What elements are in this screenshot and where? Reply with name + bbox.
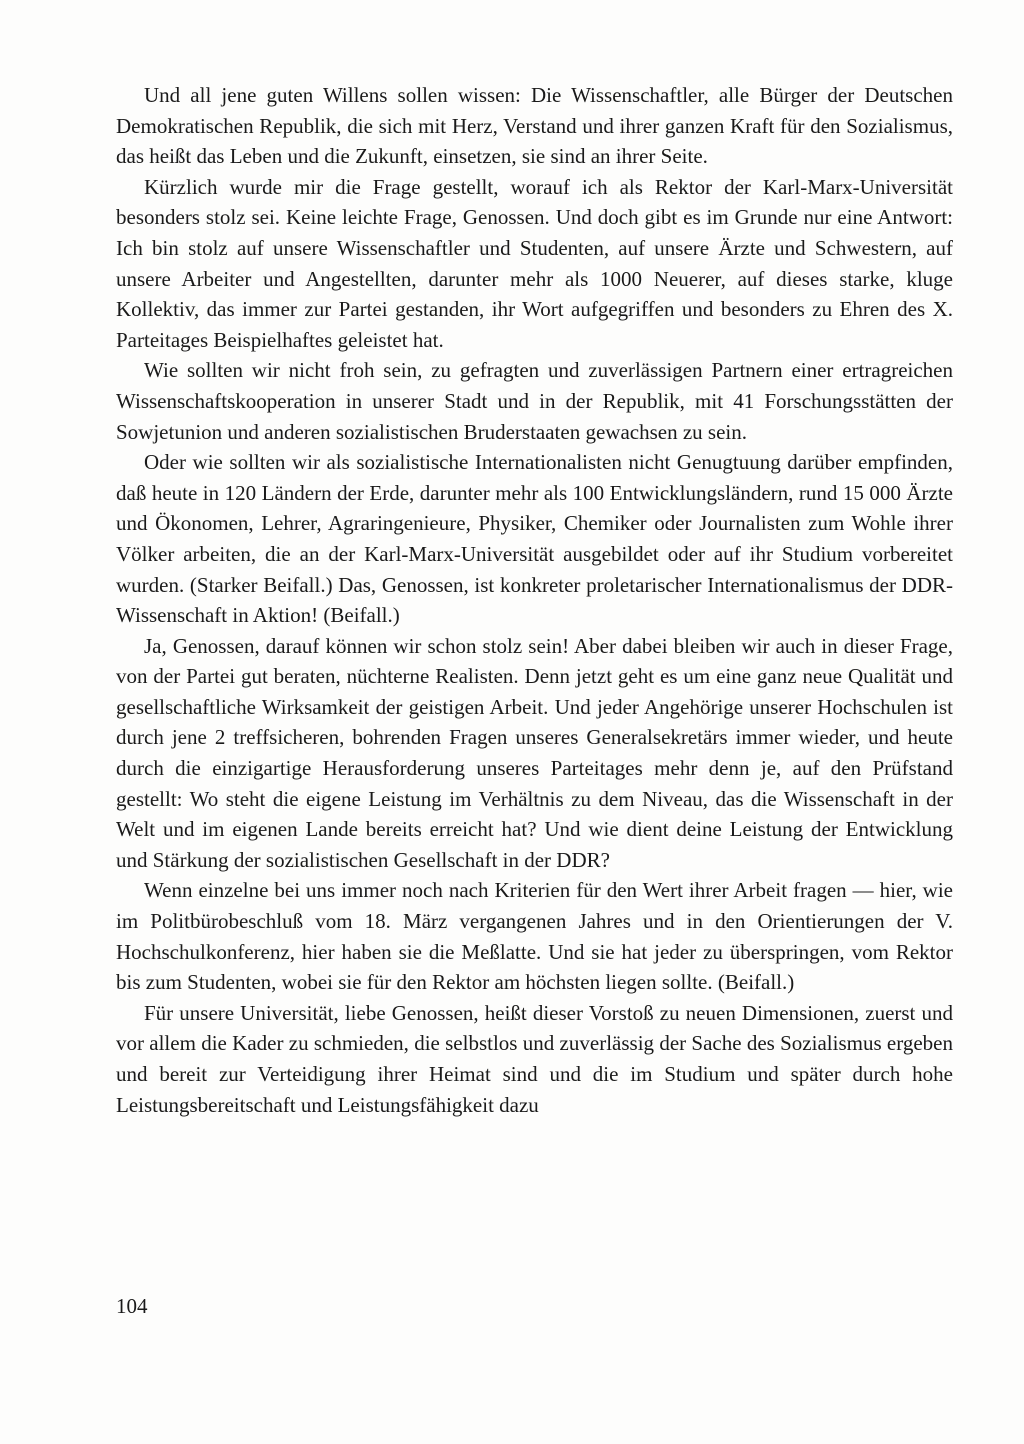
body-text (116, 80, 953, 1120)
paragraph-5: Ja, Genossen, darauf können wir schon stolz sein! Aber dabei bleiben wir auch in dieser Frage, von der Partei gut beraten, nüchterne Realisten. Denn jetzt geht es um eine ganz neue Qualität und gesellschaftliche Wirksamkeit der geistigen Arbeit. Und jeder Angehörige unserer Hochschulen ist durch jene 2 treffsicheren, bohrenden Fragen unseres Generalsekretärs immer wieder, und heute durch die einzigartige Herausforderung unseres Parteitages mehr denn je, auf den Prüfstand gestellt: Wo steht die eigene Leistung im Verhältnis zu dem Niveau, das die Wissenschaft in der Welt und im eigenen Lande bereits erreicht hat? Und wie dient deine Leistung der Entwicklung und Stärkung der sozialistischen Gesellschaft in der DDR? (116, 633, 953, 872)
paragraph-1: Und all jene guten Willens sollen wissen: Die Wissenschaftler, alle Bürger der Deutschen Demokratischen Republik, die sich mit Herz, Verstand und ihrer ganzen Kraft für den Sozialismus, das heißt das Leben und die Zukunft, einsetzen, sie sind an ihrer Seite. (116, 83, 953, 169)
paragraph-6: Wenn einzelne bei uns immer noch nach Kriterien für den Wert ihrer Arbeit fragen — hier, wie im Politbürobeschluß vom 18. März vergangenen Jahres und in den Orientierungen der V. Hochschulkonferenz, hier haben sie die Meßlatte. Und sie hat jeder zu überspringen, vom Rektor bis zum Studenten, wobei sie für den Rektor am höchsten liegen sollte. (Beifall.) (116, 878, 953, 995)
paragraph-3: Wie sollten wir nicht froh sein, zu gefragten und zuverlässigen Partnern einer ertragreichen Wissenschaftskooperation in unserer Stadt und in der Republik, mit 41 Forschungsstätten der Sowjetunion und anderen sozialistischen Bruderstaaten gewachsen zu sein. (116, 358, 953, 444)
paragraph-7: Für unsere Universität, liebe Genossen, heißt dieser Vorstoß zu neuen Dimensionen, zuerst und vor allem die Kader zu schmieden, die selbstlos und zuverlässig der Sache des Sozialismus ergeben und bereit zur Verteidigung ihrer Heimat sind und die im Studium und später durch hohe Leistungsbereitschaft und Leistungsfähigkeit dazu (116, 1000, 953, 1117)
page-number: 104 (116, 1294, 148, 1318)
paragraph-4: Oder wie sollten wir als sozialistische Internationalisten nicht Genugtuung darüber empfinden, daß heute in 120 Ländern der Erde, darunter mehr als 100 Entwicklungsländern, rund 15 000 Ärzte und Ökonomen, Lehrer, Agraringenieure, Physiker, Chemiker oder Journalisten zum Wohle ihrer Völker arbeiten, die an der Karl-Marx-Universität ausgebildet oder auf ihr Studium vorbereitet wurden. (Starker Beifall.) Das, Genossen, ist konkreter proletarischer Internationalismus der DDR-Wissenschaft in Aktion! (Beifall.) (116, 450, 953, 628)
paragraph-2: Kürzlich wurde mir die Frage gestellt, worauf ich als Rektor der Karl-Marx-Universität besonders stolz sei. Keine leichte Frage, Genossen. Und doch gibt es im Grunde nur eine Antwort: Ich bin stolz auf unsere Wissenschaftler und Studenten, auf unsere Ärzte und Schwestern, auf unsere Arbeiter und Angestellten, darunter mehr als 1000 Neuerer, auf dieses starke, kluge Kollektiv, das immer zur Partei gestanden, ihr Wort aufgegriffen und besonders zu Ehren des X. Parteitages Beispielhaftes geleistet hat. (116, 174, 953, 352)
